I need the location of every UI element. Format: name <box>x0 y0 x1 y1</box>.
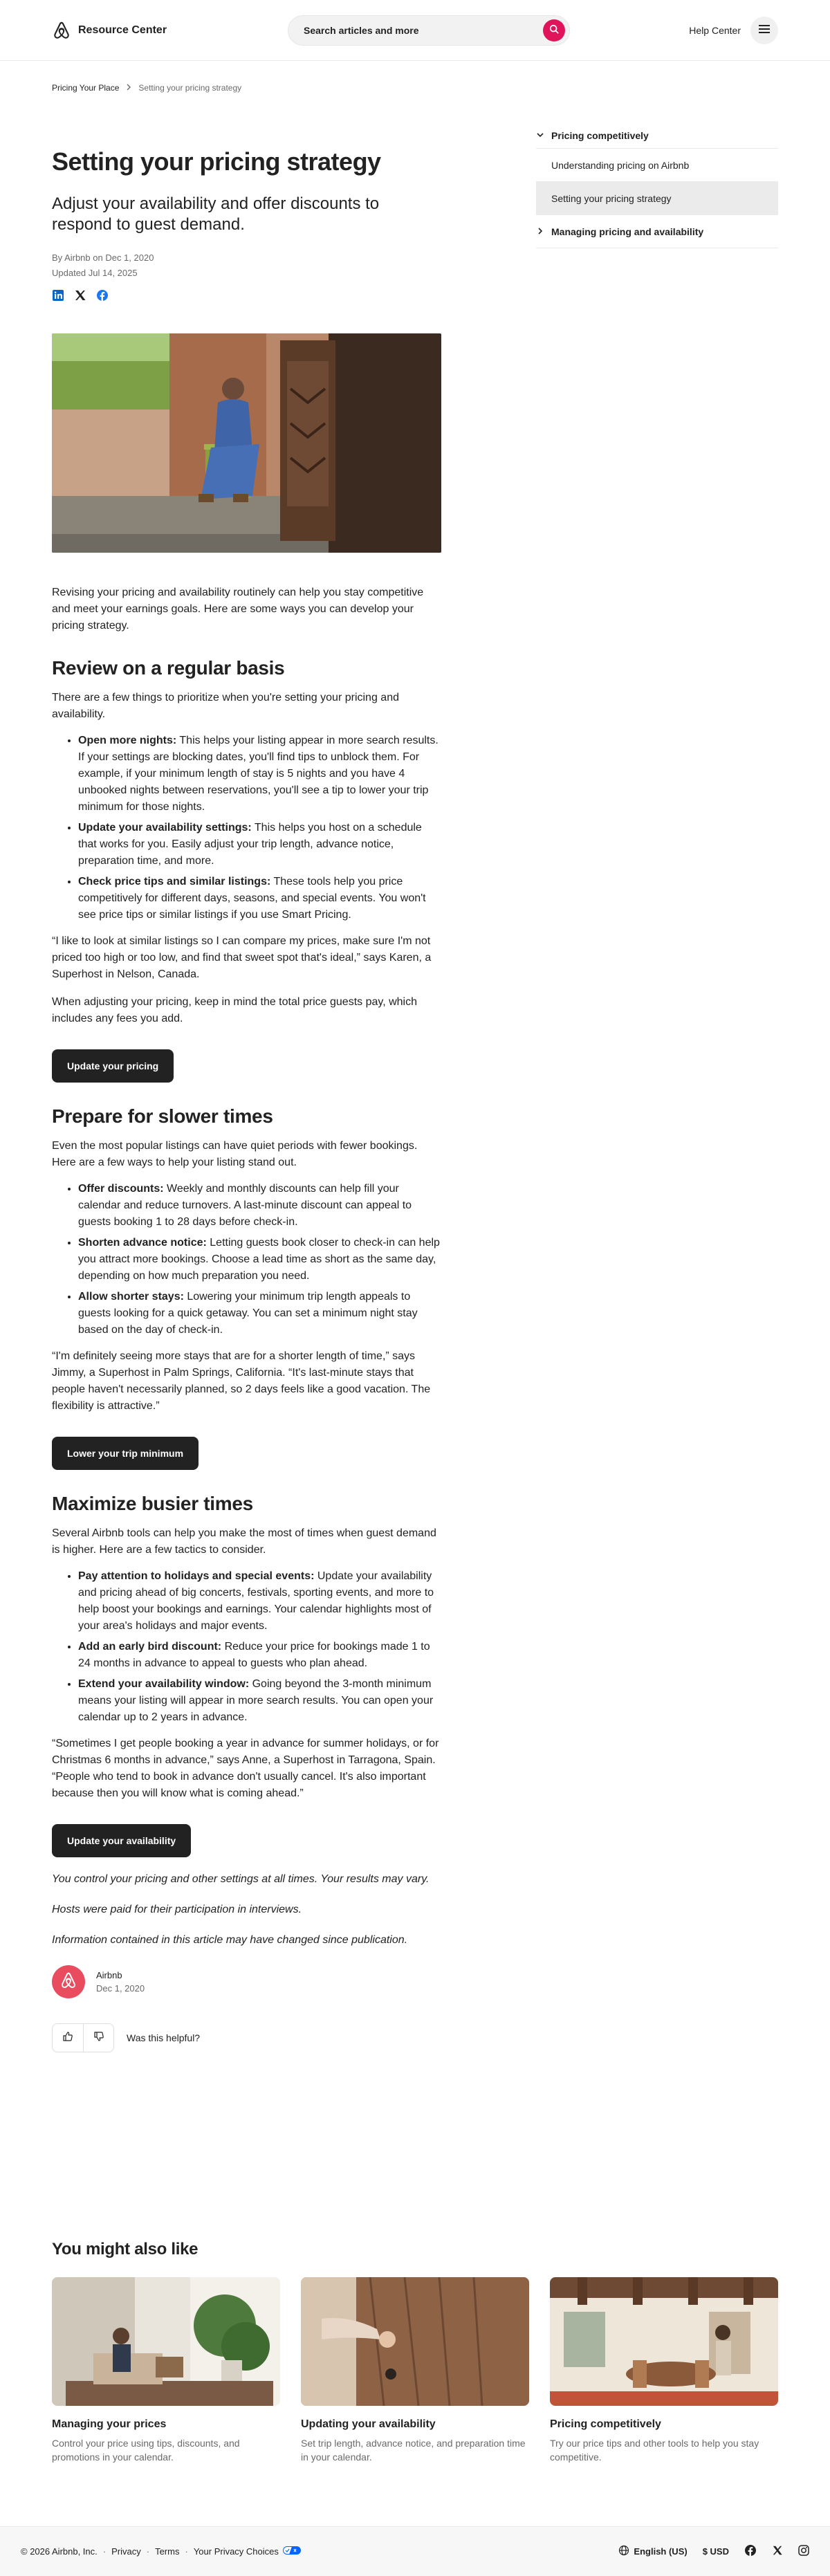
thumbs-down-button[interactable] <box>83 2024 113 2052</box>
feedback-question: Was this helpful? <box>127 2032 201 2043</box>
host-quote: “I'm definitely seeing more stays that are for a shorter length of time,” says Jimmy, a Superhost in Palm Springs, California. “It's last-minute stays that people haven't necessarily planned, so 2 days feels like a good vacation. The flexibility is attractive.” <box>52 1350 431 1412</box>
feedback-buttons <box>52 2023 114 2052</box>
intro-paragraph: Revising your pricing and availability routinely can help you stay competitive and meet your earnings goals. Here are some ways you can develop your pricing strategy. <box>52 587 424 632</box>
disclaimer: Hosts were paid for their participation in interviews. <box>52 1904 302 1915</box>
bullet-title: Extend your availability window: <box>78 1678 250 1690</box>
bullet-text: Going beyond the 3-month minimum means your listing will appear in more search results. You can open your calendar up to 2 years in advance. <box>78 1678 434 1723</box>
card-title[interactable]: Managing your prices <box>52 2418 167 2430</box>
update-availability-button[interactable]: Update your availability <box>52 1824 191 1857</box>
section-lead: Even the most popular listings can have quiet periods with fewer bookings. Here are a few ways to help your listing stand out. <box>52 1140 418 1168</box>
hamburger-icon <box>759 24 770 37</box>
privacy-choices-link[interactable] <box>194 2546 301 2557</box>
facebook-icon[interactable] <box>744 2544 757 2559</box>
search-icon <box>549 24 559 37</box>
list-item <box>78 1639 441 1672</box>
related-articles <box>52 2240 778 2464</box>
list-item <box>78 733 441 816</box>
card-title[interactable]: Updating your availability <box>301 2418 436 2430</box>
list-item <box>78 1181 441 1231</box>
header-actions <box>689 15 778 46</box>
card-image <box>550 2277 778 2406</box>
disclaimers <box>52 1871 441 1949</box>
related-card-updating-availability[interactable] <box>301 2277 529 2464</box>
globe-icon <box>618 2545 629 2558</box>
brand-name: Resource Center <box>78 24 167 36</box>
language-label: English (US) <box>634 2546 688 2557</box>
brand[interactable] <box>52 20 167 41</box>
thumbs-down-icon <box>93 2031 104 2045</box>
disclaimer: You control your pricing and other settings at all times. Your results may vary. <box>52 1873 430 1885</box>
chevron-right-icon <box>536 226 544 237</box>
footer-settings <box>618 2544 809 2559</box>
bullet-text: This helps you host on a schedule that works for you. Easily adjust your trip length, advance notice, preparation time, and more. <box>78 822 422 867</box>
related-title: You might also like <box>52 2240 199 2258</box>
breadcrumb-current: Setting your pricing strategy <box>138 83 242 93</box>
page-title: Setting your pricing strategy <box>52 147 381 176</box>
chevron-right-icon <box>126 83 131 93</box>
bullet-text: Update your availability and pricing ahead of big concerts, festivals, sporting events, and more to help boost your bookings and earnings. Your calendar highlights most of your area's holidays and major events. <box>78 1570 434 1632</box>
separator-dot: · <box>102 2546 107 2557</box>
breadcrumb <box>52 83 241 93</box>
feedback <box>52 2023 441 2052</box>
footer-links <box>21 2546 301 2557</box>
page-subtitle: Adjust your availability and offer discounts to respond to guest demand. <box>52 194 380 234</box>
updated-date: Updated Jul 14, 2025 <box>52 268 138 278</box>
airbnb-logo-icon <box>59 1971 77 1993</box>
sidebar-item-understanding-pricing[interactable]: Understanding pricing on Airbnb <box>536 148 778 181</box>
byline: By Airbnb on Dec 1, 2020 <box>52 252 154 263</box>
card-image <box>301 2277 529 2406</box>
avatar <box>52 1965 85 1998</box>
author-date: Dec 1, 2020 <box>96 1983 145 1994</box>
bullet-text: Letting guests book closer to check-in can help you attract more bookings. Choose a lead time as short as the same day, depending on how much preparation you need. <box>78 1237 440 1282</box>
x-twitter-icon[interactable] <box>74 289 86 302</box>
related-cards <box>52 2277 778 2464</box>
bullet-text: Reduce your price for bookings made 1 to 24 months in advance to appeal to guests who plan ahead. <box>78 1641 430 1669</box>
language-selector[interactable] <box>618 2545 687 2558</box>
bullet-title: Check price tips and similar listings: <box>78 876 271 887</box>
x-twitter-icon[interactable] <box>772 2545 783 2558</box>
list-item <box>78 874 441 923</box>
card-description: Control your price using tips, discounts, and promotions in your calendar. <box>52 2438 240 2463</box>
bullet-title: Add an early bird discount: <box>78 1641 222 1653</box>
bullet-title: Allow shorter stays: <box>78 1291 184 1303</box>
bullet-text: These tools help you price competitively for different days, seasons, and special events. You won't see price tips or similar listings if you use Smart Pricing. <box>78 876 426 921</box>
sidebar-group-label: Managing pricing and availability <box>551 226 704 237</box>
search-input[interactable]: Search articles and more <box>304 25 419 36</box>
thumbs-up-button[interactable] <box>53 2024 83 2052</box>
disclaimer: Information contained in this article may have changed since publication. <box>52 1934 408 1946</box>
instagram-icon[interactable] <box>798 2545 809 2558</box>
top-header <box>0 0 830 61</box>
menu-button[interactable] <box>750 17 778 44</box>
bullet-title: Shorten advance notice: <box>78 1237 207 1249</box>
bullet-text: This helps your listing appear in more search results. If your settings are blocking dates, you'll find tips to unblock them. For example, if your minimum length of stay is 5 nights and you have 4 unbooked nights between reservations, you'll see a tip to lower your trip minimum for those nights. <box>78 735 439 813</box>
separator-dot: · <box>146 2546 150 2557</box>
section-lead: There are a few things to prioritize when you're setting your pricing and availability. <box>52 692 399 720</box>
list-item <box>78 1568 441 1635</box>
bullet-title: Offer discounts: <box>78 1183 164 1195</box>
linkedin-icon[interactable] <box>52 289 64 302</box>
bullet-list <box>52 733 441 923</box>
card-description: Set trip length, advance notice, and preparation time in your calendar. <box>301 2438 526 2463</box>
bullet-title: Open more nights: <box>78 735 177 746</box>
copyright: © 2026 Airbnb, Inc. <box>21 2546 98 2557</box>
share-links <box>52 289 441 302</box>
list-item <box>78 1676 441 1726</box>
facebook-icon[interactable] <box>96 289 109 302</box>
help-center-link[interactable]: Help Center <box>689 25 741 36</box>
breadcrumb-parent-link[interactable]: Pricing Your Place <box>52 83 120 93</box>
section-lead: Several Airbnb tools can help you make the most of times when guest demand is higher. Here are a few tactics to consider. <box>52 1527 436 1556</box>
related-card-pricing-competitively[interactable] <box>550 2277 778 2464</box>
lower-trip-minimum-button[interactable]: Lower your trip minimum <box>52 1437 199 1470</box>
list-item <box>78 820 441 870</box>
author-name: Airbnb <box>96 1970 122 1980</box>
list-item <box>78 1289 441 1338</box>
bullet-title: Pay attention to holidays and special events: <box>78 1570 315 1582</box>
related-card-managing-prices[interactable] <box>52 2277 280 2464</box>
search-bar[interactable] <box>288 15 570 46</box>
host-quote: “Sometimes I get people booking a year in advance for summer holidays, or for Christmas 6 months in advance,” says Anne, a Superhost in Tarragona, Spain. “People who tend to book in advance don't usually cancel. It's also important because then you will know what is coming ahead.” <box>52 1738 439 1799</box>
update-pricing-button[interactable]: Update your pricing <box>52 1049 174 1083</box>
terms-link[interactable]: Terms <box>155 2546 180 2557</box>
bullet-list <box>52 1181 441 1338</box>
card-description: Try our price tips and other tools to help you stay competitive. <box>550 2438 759 2463</box>
host-quote: “I like to look at similar listings so I can compare my prices, make sure I'm not priced too high or too low, and find that sweet spot that's ideal,” says Karen, a Superhost in Nelson, Canada. <box>52 935 432 980</box>
bullet-text: Weekly and monthly discounts can help fill your calendar and reduce turnovers. A last-minute discount can appeal to guests booking 1 to 28 days before check-in. <box>78 1183 412 1228</box>
bullet-text: Lowering your minimum trip length appeals to guests looking for a quick getaway. You can set a minimum night stay based on the day of check-in. <box>78 1291 418 1336</box>
author-block <box>52 1965 441 1998</box>
card-image <box>52 2277 280 2406</box>
section-heading-busier: Maximize busier times <box>52 1493 253 1514</box>
currency-selector[interactable]: $ USD <box>702 2546 729 2557</box>
search-button[interactable] <box>543 19 565 42</box>
card-title[interactable]: Pricing competitively <box>550 2418 661 2430</box>
sidebar-group-label: Pricing competitively <box>551 130 649 141</box>
sidebar-item-pricing-strategy[interactable]: Setting your pricing strategy <box>536 181 778 214</box>
pricing-note: When adjusting your pricing, keep in mind the total price guests pay, which includes any fees you add. <box>52 996 417 1024</box>
sidebar-group-managing-pricing[interactable] <box>536 214 778 248</box>
section-heading-slower: Prepare for slower times <box>52 1105 273 1127</box>
article-meta <box>52 250 441 281</box>
airbnb-logo-icon <box>52 20 71 41</box>
list-item <box>78 1235 441 1285</box>
thumbs-up-icon <box>62 2031 73 2045</box>
sidebar-nav <box>536 123 778 248</box>
bullet-list <box>52 1568 441 1726</box>
bullet-title: Update your availability settings: <box>78 822 252 834</box>
section-heading-review: Review on a regular basis <box>52 657 285 679</box>
hero-image <box>52 333 441 553</box>
privacy-choices-label: Your Privacy Choices <box>193 2546 279 2557</box>
chevron-down-icon <box>536 130 544 141</box>
privacy-toggle-icon <box>283 2546 301 2557</box>
article <box>52 147 441 2052</box>
sidebar-group-pricing-competitively[interactable] <box>536 123 778 148</box>
separator-dot: · <box>185 2546 188 2557</box>
footer <box>0 2526 830 2576</box>
privacy-link[interactable]: Privacy <box>111 2546 141 2557</box>
